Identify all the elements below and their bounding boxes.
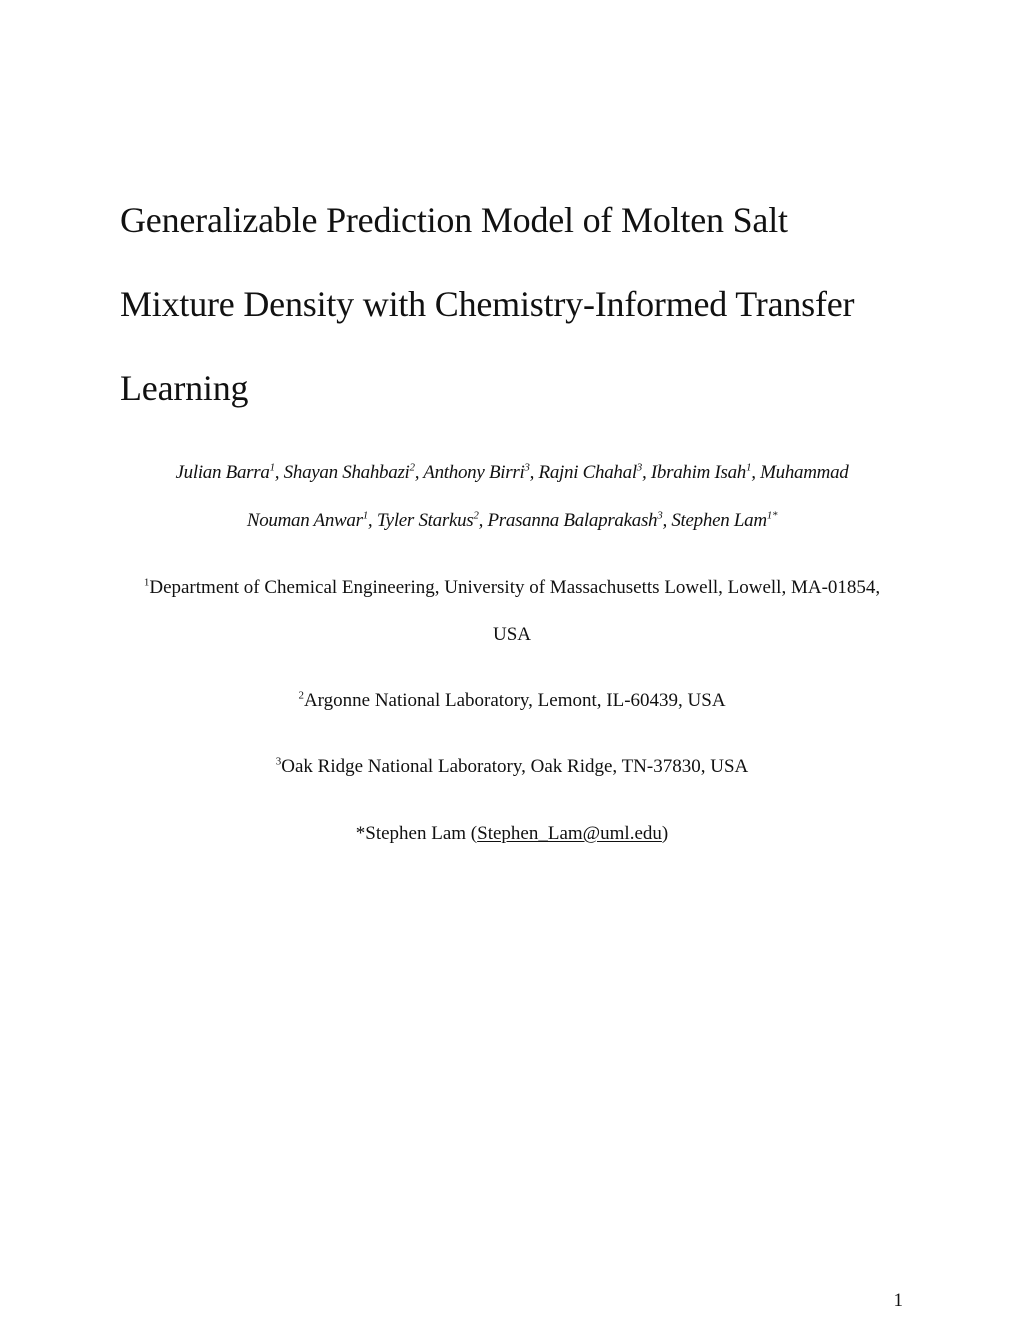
affiliation-number: 3 bbox=[275, 755, 282, 768]
paper-title bbox=[120, 178, 920, 430]
affiliation-marker: 1 bbox=[746, 461, 752, 474]
affiliation-2 bbox=[100, 690, 924, 712]
author-name: Stephen Lam bbox=[671, 510, 767, 531]
author-name: Shayan Shahbazi bbox=[283, 462, 410, 483]
corresponding-author bbox=[100, 823, 924, 845]
affiliation-marker: 3 bbox=[636, 461, 642, 474]
title-line: Generalizable Prediction Model of Molten Salt bbox=[120, 200, 788, 240]
author-name: Ibrahim Isah bbox=[650, 462, 746, 483]
affiliation-marker: 1 bbox=[362, 509, 368, 522]
email-link[interactable]: Stephen_Lam@uml.edu bbox=[477, 823, 662, 844]
affiliation-marker: 2 bbox=[409, 461, 415, 474]
affiliation-text: Argonne National Laboratory, Lemont, IL-60439, USA bbox=[303, 690, 726, 711]
author-list-line-2: Nouman Anwar$^1$, Tyler Starkus$^2$, Prasanna Balaprakash$^3$, Stephen Lam$^{1*}$ bbox=[246, 509, 778, 531]
affiliation-marker: 2 bbox=[473, 509, 479, 522]
affiliation-1-continued bbox=[100, 624, 924, 646]
author-name: Muhammad bbox=[760, 462, 849, 483]
affiliation-text: Oak Ridge National Laboratory, Oak Ridge, TN-37830, USA bbox=[281, 756, 749, 777]
title-line: Learning bbox=[120, 368, 249, 408]
affiliation-number: 1 bbox=[143, 576, 150, 589]
affiliation-marker: 1 bbox=[269, 461, 275, 474]
affiliation-text: Department of Chemical Engineering, University of Massachusetts Lowell, Lowell, MA-01854, bbox=[149, 577, 881, 598]
author-name: Tyler Starkus bbox=[376, 510, 474, 531]
author-name: Nouman Anwar bbox=[246, 510, 363, 531]
affiliation-3 bbox=[100, 756, 924, 778]
affiliation-marker: 3 bbox=[524, 461, 530, 474]
title-line: Mixture Density with Chemistry-Informed Transfer bbox=[120, 284, 855, 324]
affiliation-text: USA bbox=[492, 624, 531, 645]
author-list-line-1: Julian Barra$^1$, Shayan Shahbazi$^2$, Anthony Birri$^3$, Rajni Chahal$^3$, Ibrahim Isah$^1$, Muhammad bbox=[175, 461, 849, 483]
corresponding-suffix: ) bbox=[661, 823, 669, 844]
author-name: Anthony Birri bbox=[423, 462, 525, 483]
affiliation-marker: 3 bbox=[657, 509, 663, 522]
corresponding-prefix: *Stephen Lam ( bbox=[355, 823, 478, 844]
author-name: Rajni Chahal bbox=[538, 462, 637, 483]
affiliation-marker: 1* bbox=[766, 509, 778, 522]
page-number: 1 bbox=[893, 1290, 903, 1311]
author-name: Prasanna Balaprakash bbox=[487, 510, 658, 531]
affiliation-1 bbox=[100, 577, 924, 599]
affiliation-number: 2 bbox=[298, 689, 304, 702]
author-name: Julian Barra bbox=[175, 462, 270, 483]
